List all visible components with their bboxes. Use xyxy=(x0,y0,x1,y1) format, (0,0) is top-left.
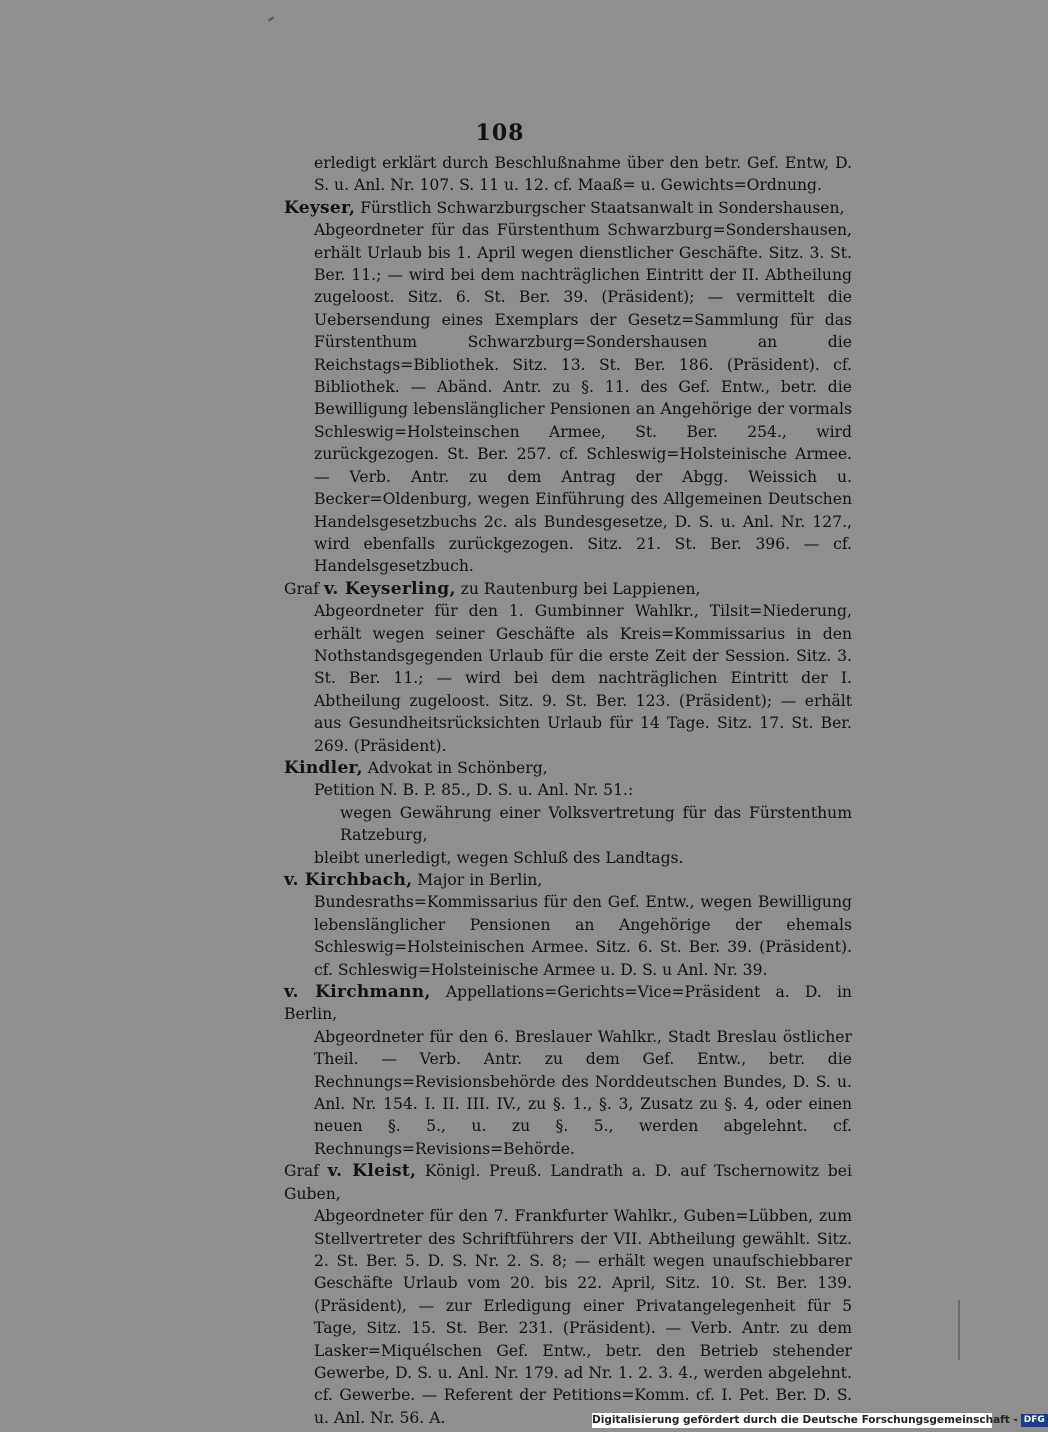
dfg-logo-icon: DFG xyxy=(1021,1414,1048,1427)
entry-keyser xyxy=(284,197,852,578)
funding-footer xyxy=(592,1413,1045,1428)
register-entries xyxy=(284,152,852,1429)
entry-heading xyxy=(284,1160,852,1205)
footer-text: Digitalisierung gefördert durch die Deutsche Forschungsgemeinschaft - xyxy=(592,1414,1018,1426)
entry-keyserling xyxy=(284,578,852,757)
entry-heading xyxy=(284,757,852,779)
entry-text: Bundesraths=Kommissarius für den Gef. Entw., wegen Bewilligung lebenslänglicher Pensionen an Angehörige der ehemals Schleswig=Holsteinischen Armee. Sitz. 6. St. Ber. 39. (Präsident). cf. Schleswig=Holsteinische Armee u. D. S. u Anl. Nr. 39. xyxy=(314,893,852,979)
entry-title: Advokat in Schönberg, xyxy=(362,758,548,777)
entry-title: Fürstlich Schwarzburgscher Staatsanwalt in Sondershausen, xyxy=(355,198,845,217)
entry-text: Abgeordneter für den 6. Breslauer Wahlkr., Stadt Breslau östlicher Theil. — Verb. Antr. zu dem Gef. Entw., betr. die Rechnungs=Revisionsbehörde des Norddeutschen Bundes, D. S. u. Anl. Nr. 154. I. II. III. IV., zu §. 1., §. 3, Zusatz zu §. 4, oder einen neuen §. 5., u. zu §. 5., werden abgelehnt. cf. Rechnungs=Revisions=Behörde. xyxy=(314,1027,852,1158)
entry-kindler xyxy=(284,757,852,869)
entry-title: Königl. Preuß. Landrath a. D. auf Tschernowitz bei Guben, xyxy=(284,1162,852,1203)
entry-subtext-continuation: bleibt unerledigt, wegen Schluß des Landtags. xyxy=(314,848,684,867)
entry-title: Appellations=Gerichts=Vice=Präsident a. D. in Berlin, xyxy=(284,983,852,1024)
entry-title: zu Rautenburg bei Lappienen, xyxy=(455,579,701,598)
entry-name: Keyser, xyxy=(284,197,356,218)
entry-text: Abgeordneter für den 7. Frankfurter Wahlkr., Guben=Lübben, zum Stellvertreter des Schriftführers der VII. Abtheilung gewählt. Sitz. 2. St. Ber. 5. D. S. Nr. 2. S. 8; — erhält wegen unaufschiebbarer Geschäfte Urlaub vom 20. bis 22. April, Sitz. 10. St. Ber. 139. (Präsident), — zur Erledigung einer Privatangelegenheit für 5 Tage, Sitz. 15. St. Ber. 231. (Präsident). — Verb. Antr. zu dem Lasker=Miquélschen Gef. Entw., betr. den Betrieb stehender Gewerbe, D. S. u. Anl. Nr. 179. ad Nr. 1. 2. 3. 4., werden abgelehnt. cf. Gewerbe. — Referent der Petitions=Komm. cf. I. Pet. Ber. D. S. u. Anl. Nr. 56. A. xyxy=(314,1207,852,1427)
entry-text: Abgeordneter für den 1. Gumbinner Wahlkr., Tilsit=Niederung, erhält wegen seiner Geschäfte als Kreis=Kommissarius in den Nothstandsgegenden Urlaub für die erste Zeit der Session. Sitz. 3. St. Ber. 11.; — wird bei dem nachträglichen Eintritt der I. Abtheilung zugeloost. Sitz. 9. St. Ber. 123. (Präsident); — erhält aus Gesundheitsrücksichten Urlaub für 14 Tage. Sitz. 17. St. Ber. 269. (Präsident). xyxy=(314,602,852,755)
entry-subtext: wegen Gewährung einer Volksvertretung für das Fürstenthum Ratzeburg, xyxy=(340,803,852,845)
entry-kirchmann xyxy=(284,981,852,1160)
entry-name: Kindler, xyxy=(284,757,363,778)
entry-text: erledigt erklärt durch Beschlußnahme über den betr. Gef. Entw, D. S. u. Anl. Nr. 107. S. 11 u. 12. cf. Maaß= u. Gewichts=Ordnung. xyxy=(314,154,852,195)
entry-name: v. Keyserling, xyxy=(323,578,456,599)
page-edge-shadow xyxy=(958,1300,960,1360)
entry-heading xyxy=(284,197,852,219)
entry-kleist xyxy=(284,1160,852,1429)
entry-name: v. Kirchmann, xyxy=(284,982,431,1003)
entry-continuation xyxy=(284,152,852,197)
entry-prefix: Graf xyxy=(284,1162,328,1181)
entry-heading xyxy=(284,869,852,891)
entry-prefix: Graf xyxy=(284,579,324,598)
entry-text: Abgeordneter für das Fürstenthum Schwarzburg=Sondershausen, erhält Urlaub bis 1. April wegen dienstlicher Geschäfte. Sitz. 3. St. Ber. 11.; — wird bei dem nachträglichen Eintritt der II. Abtheilung zugeloost. Sitz. 6. St. Ber. 39. (Präsident); — vermittelt die Uebersendung eines Exemplars der Gesetz=Sammlung für das Fürstenthum Schwarzburg=Sondershausen an die Reichstags=Bibliothek. Sitz. 13. St. Ber. 186. (Präsident). cf. Bibliothek. — Abänd. Antr. zu §. 11. des Gef. Entw., betr. die Bewilligung lebenslänglicher Pensionen an Angehörige der vormals Schleswig=Holsteinschen Armee, St. Ber. 254., wird zurückgezogen. St. Ber. 257. cf. Schleswig=Holsteinische Armee. — Verb. Antr. zu dem Antrag der Abgg. Weissich u. Becker=Oldenburg, wegen Einführung des Allgemeinen Deutschen Handelsgesetzbuchs 2c. als Bundesgesetze, D. S. u. Anl. Nr. 127., wird ebenfalls zurückgezogen. Sitz. 21. St. Ber. 396. — cf. Handelsgesetzbuch. xyxy=(314,221,852,576)
entry-name: v. Kleist, xyxy=(327,1161,417,1182)
entry-kirchbach xyxy=(284,869,852,981)
scan-speck xyxy=(268,16,274,21)
entry-heading xyxy=(284,578,852,600)
entry-name: v. Kirchbach, xyxy=(284,870,413,890)
entry-text: Petition N. B. P. 85., D. S. u. Anl. Nr. 51.: xyxy=(314,781,634,800)
entry-title: Major in Berlin, xyxy=(412,871,543,889)
page-number: 108 xyxy=(475,120,525,146)
entry-heading xyxy=(284,981,852,1026)
